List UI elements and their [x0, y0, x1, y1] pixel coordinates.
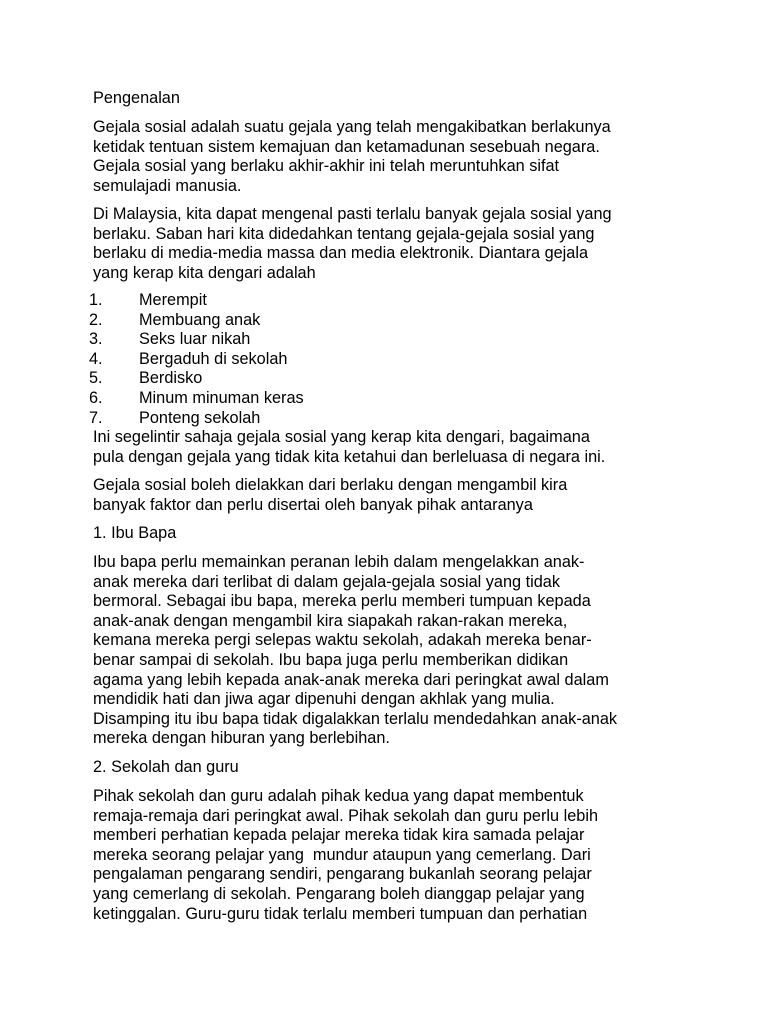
list-item: Seks luar nikah [139, 330, 251, 349]
text-line: pula dengan gejala yang tidak kita ketahui dan berleluasa di negara ini. [93, 447, 606, 466]
list-item: Berdisko [139, 369, 203, 388]
section-heading-sekolah-dan-guru: 2. Sekolah dan guru [93, 758, 239, 776]
text-line: ketidak tentuan sistem kemajuan dan ketamadunan sesebuah negara. [93, 137, 600, 156]
text-line: semulajadi manusia. [93, 176, 242, 195]
text-line: anak mereka dari terlibat di dalam gejala-gejala sosial yang tidak [93, 572, 560, 591]
text-line: Gejala sosial adalah suatu gejala yang telah mengakibatkan berlakunya [93, 118, 611, 136]
list-number: 2. [89, 310, 103, 329]
list-item: Minum minuman keras [139, 389, 304, 407]
text-line: Disamping itu ibu bapa tidak digalakkan terlalu mendedahkan anak-anak [93, 709, 618, 728]
text-line: Di Malaysia, kita dapat mengenal pasti terlalu banyak gejala sosial yang [93, 205, 612, 223]
text-line: memberi perhatian kepada pelajar mereka tidak kira samada pelajar [93, 826, 585, 845]
text-line: Ini segelintir sahaja gejala sosial yang kerap kita dengari, bagaimana [93, 428, 590, 447]
text-line: banyak faktor dan perlu disertai oleh banyak pihak antaranya [93, 495, 533, 514]
text-line: anak-anak dengan mengambil kira siapakah rakan-rakan mereka, [93, 611, 568, 630]
list-item: Bergaduh di sekolah [139, 349, 288, 368]
text-line: berlaku di media-media massa dan media elektronik. Diantara gejala [93, 244, 589, 263]
text-line: Gejala sosial yang berlaku akhir-akhir ini telah meruntuhkan sifat [93, 157, 560, 176]
text-line: kemana mereka pergi selepas waktu sekolah, adakah mereka benar- [93, 631, 592, 650]
text-line: mereka dengan hiburan yang berlebihan. [93, 729, 390, 748]
list-item: Ponteng sekolah [139, 408, 261, 427]
text-line: yang kerap kita dengari adalah [93, 263, 316, 282]
list-item: Merempit [139, 291, 207, 309]
section-heading-ibu-bapa: 1. Ibu Bapa [93, 524, 177, 542]
text-line: ketinggalan. Guru-guru tidak terlalu memberi tumpuan dan perhatian [93, 904, 588, 923]
text-line: berlaku. Saban hari kita didedahkan tentang gejala-gejala sosial yang [93, 224, 595, 243]
text-line: pengalaman pengarang sendiri, pengarang bukanlah seorang pelajar [93, 865, 592, 884]
list-number: 3. [89, 330, 103, 349]
heading-pengenalan: Pengenalan [93, 89, 180, 107]
list-number: 6. [89, 389, 103, 407]
text-line: mendidik hati dan jiwa agar dipenuhi dengan akhlak yang mulia. [93, 690, 555, 709]
text-line: bermoral. Sebagai ibu bapa, mereka perlu memberi tumpuan kepada [93, 592, 591, 611]
list-number: 1. [89, 291, 103, 309]
text-line: Gejala sosial boleh dielakkan dari berlaku dengan mengambil kira [93, 476, 568, 494]
list-number: 5. [89, 369, 103, 388]
list-number: 7. [89, 408, 103, 427]
text-line: yang cemerlang di sekolah. Pengarang boleh dianggap pelajar yang [93, 885, 585, 903]
list-number: 4. [89, 349, 103, 368]
text-line: mereka seorang pelajar yang mundur ataupun yang cemerlang. Dari [93, 845, 591, 864]
text-line: Pihak sekolah dan guru adalah pihak kedua yang dapat membentuk [93, 787, 584, 805]
list-item: Membuang anak [139, 310, 261, 329]
text-line: agama yang lebih kepada anak-anak mereka dari peringkat awal dalam [93, 670, 609, 689]
text-line: benar sampai di sekolah. Ibu bapa juga perlu memberikan didikan [93, 651, 569, 669]
text-line: Ibu bapa perlu memainkan peranan lebih dalam mengelakkan anak- [93, 553, 585, 571]
text-line: remaja-remaja dari peringkat awal. Pihak sekolah dan guru perlu lebih [93, 806, 598, 825]
